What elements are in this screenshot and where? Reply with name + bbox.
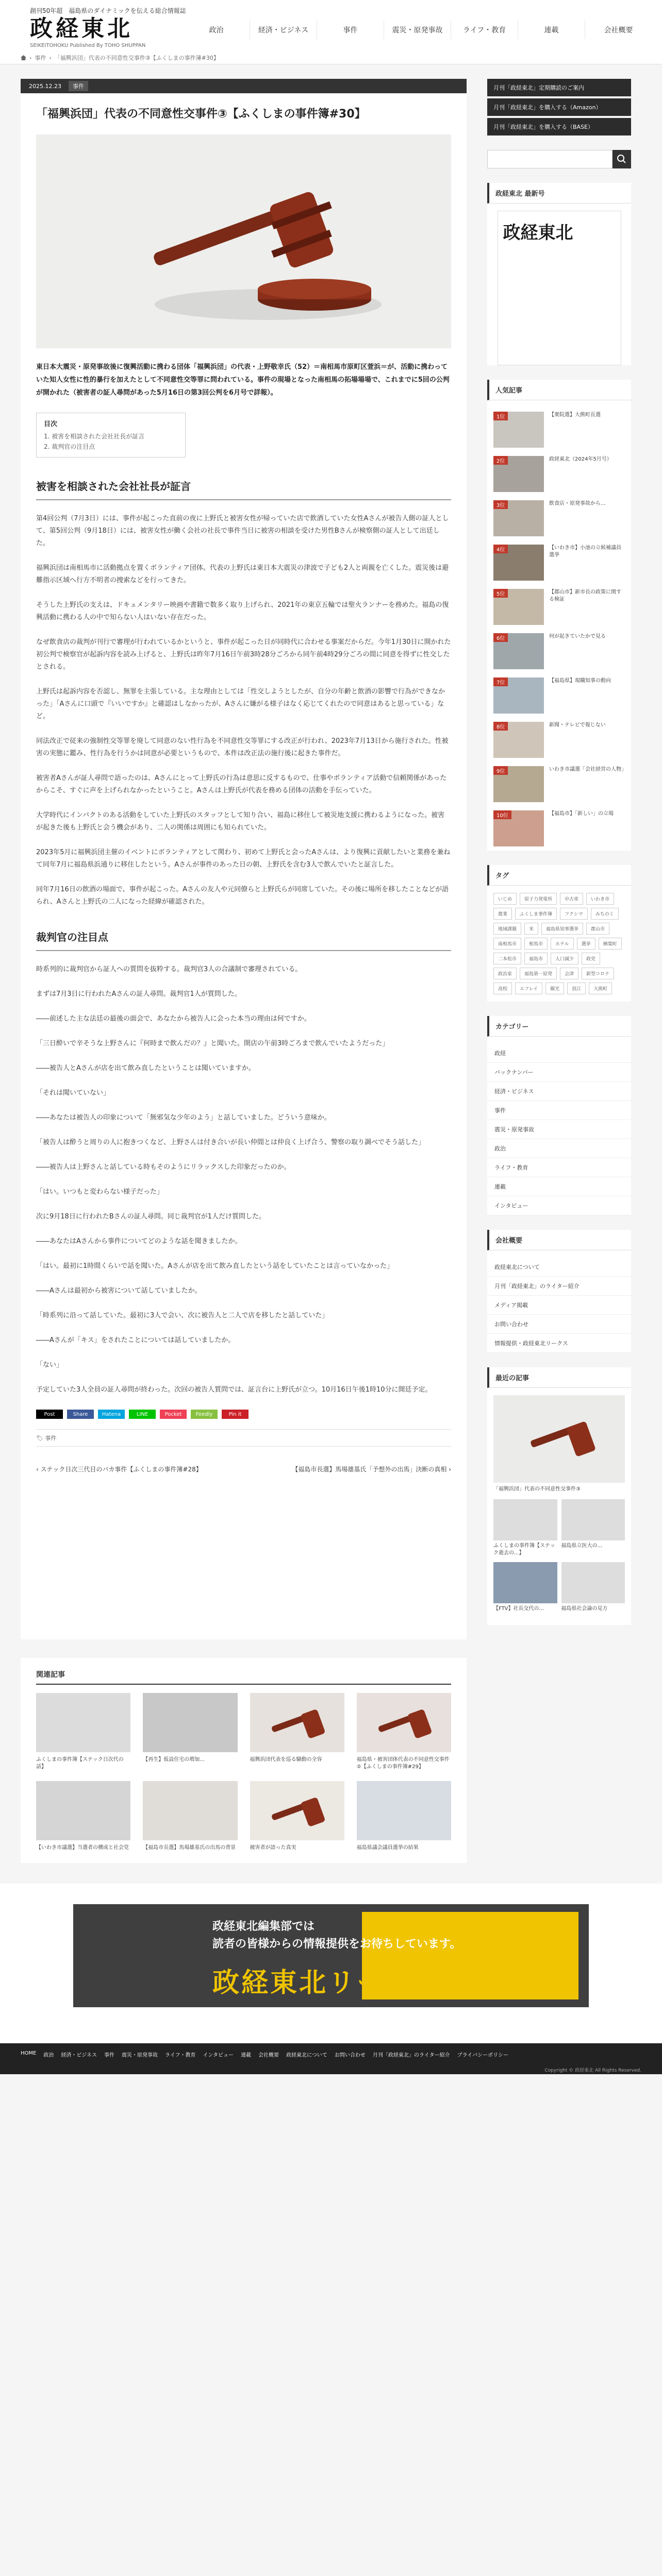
related-title[interactable]: 福島県議会議員選挙の結果 — [356, 1845, 419, 1851]
ranking-item[interactable] — [487, 673, 631, 718]
ranking-badge: 5位 — [493, 589, 508, 598]
article-tags — [36, 1429, 451, 1447]
chevron-left-icon: ‹ — [36, 1466, 41, 1473]
ranking-badge: 10位 — [493, 810, 511, 819]
nav-disaster[interactable]: 震災・原発事故 — [384, 21, 451, 39]
tag-link[interactable]: 福島県知事選挙 — [541, 923, 583, 935]
paragraph: 「ない」 — [36, 1361, 63, 1369]
paragraph: 「はい。いつもと変わらない様子だった」 — [36, 1188, 164, 1196]
category-link[interactable]: ライフ・教育 — [487, 1158, 631, 1177]
related-card[interactable] — [143, 1781, 237, 1852]
company-link[interactable]: 情報提供・政経東北リークス — [487, 1334, 631, 1353]
article-main — [21, 79, 467, 1639]
tag-link[interactable]: 政治家 — [493, 968, 517, 979]
company-link[interactable]: メディア掲載 — [487, 1296, 631, 1315]
widget-heading: 人気記事 — [487, 380, 631, 400]
paragraph: 被害者Aさんが証人尋問で語ったのは、Aさんにとって上野氏の行為は意思に反するもので、仕事やボランティア活動で信頼関係があったからこそ、すぐに声を上げられなかったということ。Aさんは上野氏が代表を務める団体の活動を手伝っていた。 — [36, 774, 447, 794]
footer-link[interactable]: インタビュー — [203, 2053, 234, 2058]
related-title[interactable]: ふくしまの事件簿【ステック日次代の話】 — [36, 1757, 124, 1770]
widget-heading: 最近の記事 — [487, 1367, 631, 1388]
breadcrumb: › 事件 › 「福興浜団」代表の不同意性交事件③【ふくしまの事件簿#30】 — [21, 54, 219, 62]
tag-link[interactable]: 人口減少 — [551, 953, 578, 964]
recent-thumbnail[interactable] — [561, 1499, 625, 1540]
ranking-title[interactable]: 【郡山市】新市長の政策に関する検証 — [549, 589, 621, 602]
paragraph: 2023年5月に福興浜団主催のイベントにボランティアとして関わり、初めて上野氏と会ったAさんは、より復興に貢献したいと業務を兼ねて同年7月に福島県浜通りに移住したという。Aさんが事件のあった日の朝、上野氏を含む3人で飲んでいたと証言した。 — [36, 849, 451, 869]
tag-link[interactable]: 楢葉町 — [599, 938, 622, 950]
tag-link[interactable]: フクシマ — [560, 908, 588, 920]
ranking-title[interactable]: 新聞・テレビで報じない — [549, 722, 606, 728]
article-section — [36, 478, 451, 908]
article-category[interactable]: 事件 — [69, 81, 88, 91]
category-link[interactable]: 震災・原発事故 — [487, 1120, 631, 1139]
ranking-badge: 1位 — [493, 412, 508, 420]
article-section — [36, 929, 451, 1396]
tag-link[interactable]: ふくしま事件簿 — [515, 908, 557, 920]
related-title[interactable]: 福興浜団代表を巡る騒動の全容 — [250, 1757, 322, 1762]
site-footer — [0, 2043, 662, 2074]
ranking-badge: 3位 — [493, 500, 508, 509]
tag-link[interactable]: 観光 — [545, 982, 564, 994]
footer-link[interactable]: プライバシーポリシー — [457, 2053, 509, 2058]
widget-heading: カテゴリー — [487, 1016, 631, 1037]
related-thumbnail[interactable] — [250, 1781, 344, 1840]
recent-title[interactable]: 【FTV】社長交代の... — [493, 1606, 544, 1612]
related-thumbnail[interactable] — [357, 1781, 451, 1840]
paragraph: 次に9月18日に行われたBさんの証人尋問。同じ裁判官が1人だけ質問した。 — [36, 1213, 266, 1221]
paragraph: ――前述した主な法廷の最後の面会で、あなたから被告人に会った本当の理由は何ですか。 — [36, 1015, 311, 1023]
banner-title: 政経東北リークス — [212, 1968, 443, 1998]
next-article-link[interactable]: 【福島市長選】馬場雄基氏「予想外の出馬」決断の真相 › — [292, 1466, 451, 1473]
toc-title: 目次 — [44, 420, 58, 428]
paragraph: なぜ飲食店の裁判が刊行で審理が行われているかというと、事件が起こった日が同時代に合わせる事案だからだ。今年1月30日に開かれた初公判で検察官が起訴内容を読み上げると、上野氏は昨年7月16日午前3時28分ごろから同午前4時29分ごろの間に同意を得ずに性交したとされる。 — [36, 638, 451, 671]
paragraph: ――Aさんは最初から被害について話していましたか。 — [36, 1287, 202, 1295]
widget-heading: 会社概要 — [487, 1230, 631, 1250]
global-nav — [183, 21, 652, 39]
category-link[interactable]: 経済・ビジネス — [487, 1082, 631, 1101]
buy-amazon-button[interactable]: 月刊「政経東北」を購入する（Amazon） — [487, 98, 631, 116]
related-title[interactable]: 福島県・被害団体代表の不同意性交事件②【ふくしまの事件簿#29】 — [356, 1757, 450, 1770]
subscribe-button[interactable]: 月刊「政経東北」定期購読のご案内 — [487, 79, 631, 96]
recent-thumbnail[interactable] — [561, 1562, 625, 1603]
related-title[interactable]: 【再生】仮設住宅の増加... — [143, 1757, 205, 1762]
search-icon — [613, 150, 631, 168]
ranking-title[interactable]: いわき市議選「会社経営の人物」 — [549, 767, 626, 772]
ranking-title[interactable]: 【いわき市】小池の立候補議員選挙 — [549, 545, 621, 558]
related-title[interactable]: 【いわき市議選】当選者の構成と社会党 — [36, 1845, 129, 1851]
recent-title[interactable]: ふくしまの事件簿【ステック逝去の...】 — [493, 1543, 555, 1556]
company-widget — [487, 1230, 631, 1353]
ranking-item[interactable] — [487, 718, 631, 762]
logo-tagline: 創刊50年超 福島県のダイナミックを伝える総合情報誌 — [30, 7, 186, 14]
paragraph: ――被告人とAさんが店を出て飲み直したということは聞いていますか。 — [36, 1064, 255, 1072]
nav-series[interactable]: 連載 — [518, 21, 585, 39]
paragraph: 同年7月16日の飲酒の場面で、事件が起こった。Aさんの友人や元同僚らと上野氏らが同席していた。その後に場所を移したことなどが語られ、Aさんと上野氏の二人になった経緯が確認された。 — [36, 886, 449, 906]
paragraph: 同法改正で従来の強制性交等罪を廃して同意のない性行為を不同意性交等罪にする改正が行われ、2023年7月13日から施行された。性被害の実態に鑑み、性行為を行うかは同意が必要というもので、本件は改正法の施行後に起きた事件だ。 — [36, 737, 449, 757]
category-link[interactable]: 事件 — [487, 1101, 631, 1120]
section-heading: 被害を相談された会社社長が証言 — [36, 478, 451, 500]
ranking-badge: 8位 — [493, 722, 508, 731]
company-link[interactable]: 政経東北について — [487, 1258, 631, 1277]
related-thumbnail[interactable] — [143, 1693, 237, 1752]
ranking-title[interactable]: 【福島県】現職知事の動向 — [549, 678, 611, 684]
ranking-title[interactable]: 何が起きていたかで見る — [549, 634, 606, 639]
tag-link[interactable]: エフレイ — [515, 982, 542, 994]
chevron-right-icon: › — [446, 1466, 451, 1473]
category-link[interactable]: 政経 — [487, 1044, 631, 1063]
related-thumbnail[interactable] — [36, 1693, 130, 1752]
logo-title: 政経東北 — [30, 15, 133, 42]
ranking-item[interactable] — [487, 540, 631, 585]
tag-link[interactable]: いわき市 — [586, 893, 614, 905]
table-of-contents — [36, 413, 186, 457]
ranking-item[interactable] — [487, 585, 631, 629]
ranking-thumbnail[interactable] — [493, 589, 544, 625]
recent-title[interactable]: 福島県立医大の... — [561, 1543, 603, 1549]
ranking-thumbnail[interactable] — [493, 722, 544, 758]
nav-politics[interactable]: 政治 — [209, 26, 224, 35]
ranking-badge: 9位 — [493, 766, 508, 775]
leaks-banner-link[interactable] — [73, 1904, 589, 2007]
nav-incident[interactable]: 事件 — [317, 21, 384, 39]
related-card[interactable] — [357, 1781, 451, 1852]
article-lead: 東日本大震災・原発事故後に復興活動に携わる団体「福興浜団」の代表・上野敬幸氏（52）＝南相馬市原町区萱浜＝が、活動に携わっていた知人女性に性的暴行を加えたとして不同意性交等罪に問われている。事件の現場となった南相馬の拓場場場で、これまでに5回の公判が開かれた（被害者の証人尋問があった5月16日の第3回公判を6月号で詳報）。 — [36, 363, 450, 397]
share-button-post[interactable]: Post — [36, 1410, 63, 1419]
ranking-item[interactable] — [487, 629, 631, 673]
tag-link[interactable]: 地域課題 — [493, 923, 521, 935]
ranking-badge: 7位 — [493, 677, 508, 686]
tag-link[interactable]: 原子力発電所 — [520, 893, 557, 905]
tag-link[interactable]: ホテル — [551, 938, 574, 950]
share-button-pin-it[interactable]: Pin it — [222, 1410, 249, 1419]
ranking-item[interactable] — [487, 408, 631, 452]
hero-image-gavel — [36, 134, 451, 348]
article-title: 「福興浜団」代表の不同意性交事件③【ふくしまの事件簿#30】 — [36, 108, 366, 121]
tag-link[interactable]: 政党 — [582, 953, 600, 964]
related-card[interactable] — [36, 1693, 130, 1771]
copyright: Copyright © 政経東北 All Rights Reserved. — [544, 2068, 641, 2073]
ranking-thumbnail[interactable] — [493, 633, 544, 669]
search-form — [487, 150, 631, 168]
paragraph: ――被告人は上野さんと話している時もそのようにリラックスした印象だったのか。 — [36, 1163, 291, 1171]
ranking-item[interactable] — [487, 496, 631, 540]
logo-subtitle: SEIKEITOHOKU Published By TOHO SHUPPAN — [30, 43, 146, 48]
category-widget — [487, 1016, 631, 1215]
footer-link[interactable]: ライフ・教育 — [165, 2053, 196, 2058]
footer-link[interactable]: 会社概要 — [258, 2053, 279, 2058]
ranking-badge: 2位 — [493, 456, 508, 465]
article-tag[interactable]: 事件 — [45, 1435, 57, 1442]
tag-link[interactable]: いじめ — [493, 893, 517, 905]
recent-thumbnail[interactable] — [493, 1562, 557, 1603]
paragraph: そうした上野氏の支えは、ドキュメンタリー映画や書籍で数多く取り上げられ、2021年の東京五輪では聖火ランナーを務めた。福島の復興活動に携わる人の中で知らない人はいない存在だった。 — [36, 601, 449, 621]
share-button-line[interactable]: LINE — [129, 1410, 156, 1419]
tag-link[interactable]: 南相馬市 — [493, 938, 521, 950]
ranking-title[interactable]: 飲食店・原発事故から... — [549, 501, 606, 506]
tag-link[interactable]: 福島第一原発 — [520, 968, 557, 979]
share-button-share[interactable]: Share — [67, 1410, 94, 1419]
share-button-pocket[interactable]: Pocket — [160, 1410, 187, 1419]
footer-link[interactable]: 経済・ビジネス — [61, 2053, 97, 2058]
company-link[interactable]: お問い合わせ — [487, 1315, 631, 1334]
article-meta — [21, 79, 467, 93]
paragraph: 時系列的に裁判官から証人への質問を抜粋する。裁判官3人の合議制で審理されている。 — [36, 965, 302, 973]
paragraph: 「それは聞いていない」 — [36, 1089, 110, 1097]
share-buttons — [36, 1410, 451, 1419]
category-link[interactable]: 連載 — [487, 1177, 631, 1196]
recent-title[interactable]: 「福興浜団」代表の不同意性交事件③ — [493, 1486, 581, 1492]
paragraph: 上野氏は起訴内容を否認し、無罪を主張している。主な理由としては「性交しようとしたが、自分の年齢と飲酒の影響で行為ができなかった」「Aさんに口頭で『いいですか』と確認はしなかったが、Aさんに嫌がる様子はなく応じてくれたので同意はあると思っている」など。 — [36, 688, 445, 720]
ranking-title[interactable]: 政経東北（2024年5月号） — [549, 456, 612, 462]
category-link[interactable]: インタビュー — [487, 1196, 631, 1215]
paragraph: 予定していた3人全員の証人尋問が終わった。次回の被告人質問では、証言台に上野氏が立つ。10月16日午後1時10分に開廷予定。 — [36, 1386, 432, 1394]
prev-article-link[interactable]: ‹ ステック日次三代目のバカ事件【ふくしまの事件簿#28】 — [36, 1466, 202, 1473]
related-thumbnail[interactable] — [143, 1781, 237, 1840]
ranking-thumbnail[interactable] — [493, 412, 544, 448]
tag-link[interactable]: みちのく — [591, 908, 619, 920]
paragraph: 「時系列に沿って話していた。最初に3人で会い、次に被告人と二人で店を移したと話していた」 — [36, 1312, 329, 1319]
sidebar — [487, 79, 631, 1639]
breadcrumb-category[interactable]: 事件 — [35, 55, 46, 61]
footer-link[interactable]: HOME — [21, 2050, 37, 2056]
footer-link[interactable]: お問い合わせ — [334, 2053, 366, 2058]
paragraph: 大学時代にインパクトのある活動をしていた上野氏のスタッフとして知り合い、福島に移住して被災地支援に携わるようになった。被害が起きた後も上野氏と会う機会があり、二人の関係は周囲にも知られていた。 — [36, 811, 445, 832]
widget-heading: タグ — [487, 865, 631, 886]
footer-links — [21, 2050, 641, 2058]
related-thumbnail[interactable] — [250, 1693, 344, 1752]
tag-link[interactable]: 二本松市 — [493, 953, 521, 964]
ranking-item[interactable] — [487, 452, 631, 496]
search-input[interactable] — [487, 150, 613, 168]
paragraph: ――Aさんが「キス」をされたことについては話していましたか。 — [36, 1336, 235, 1344]
tag-widget — [487, 865, 631, 1002]
leaks-banner — [0, 1884, 662, 2043]
site-header — [0, 0, 662, 64]
paragraph: 「はい。最初に1時間くらいで話を聞いた。Aさんが店を出て飲み直したという話をしていたことは言っていなかった」 — [36, 1262, 394, 1270]
related-card[interactable] — [250, 1693, 344, 1771]
paragraph: 「三日酔いで辛そうな上野さんに『何時まで飲んだの？』と聞いた。開店の午前3時ごろまで飲んでいたようだった」 — [36, 1040, 389, 1047]
share-button-feedly[interactable]: Feedly — [191, 1410, 218, 1419]
ranking-thumbnail[interactable] — [493, 766, 544, 802]
footer-link[interactable]: 連載 — [241, 2053, 252, 2058]
related-title[interactable]: 【福島市長選】馬場雄基氏の出馬の背景 — [143, 1845, 236, 1851]
footer-link[interactable]: 政治 — [43, 2053, 54, 2058]
recent-thumbnail[interactable] — [493, 1395, 625, 1483]
tag-link[interactable]: 郡山市 — [586, 923, 609, 935]
footer-link[interactable]: 月刊「政経東北」のライター紹介 — [372, 2053, 450, 2058]
widget-heading: 政経東北 最新号 — [487, 183, 631, 204]
ranking-item[interactable] — [487, 762, 631, 806]
tag-cloud — [487, 893, 631, 1002]
related-card[interactable] — [143, 1693, 237, 1771]
related-title[interactable]: 被害者が語った真実 — [250, 1845, 296, 1851]
footer-link[interactable]: 政経東北について — [286, 2053, 327, 2058]
company-link[interactable]: 月刊「政経東北」のライター紹介 — [487, 1277, 631, 1296]
nav-economy[interactable]: 経済・ビジネス — [250, 21, 317, 39]
recent-thumbnail[interactable] — [493, 1499, 557, 1540]
search-button[interactable] — [613, 150, 631, 168]
tag-icon: 🏷 — [36, 1435, 45, 1442]
share-button-hatena[interactable]: Hatena — [98, 1410, 125, 1419]
related-card[interactable] — [250, 1781, 344, 1852]
paragraph: まずは7月3日に行われたAさんの証人尋問。裁判官1人が質問した。 — [36, 990, 241, 998]
breadcrumb-current: 「福興浜団」代表の不同意性交事件③【ふくしまの事件簿#30】 — [54, 55, 219, 61]
ranking-badge: 6位 — [493, 633, 508, 642]
article-date: 2025.12.23 — [29, 82, 61, 90]
ranking-thumbnail[interactable] — [493, 545, 544, 581]
magazine-cover[interactable]: 政経東北 — [498, 211, 621, 365]
related-heading: 関連記事 — [36, 1669, 451, 1685]
ranking-title[interactable]: 【福島市】「新しい」の立場 — [549, 811, 614, 817]
category-link[interactable]: バックナンバー — [487, 1063, 631, 1082]
ranking-thumbnail[interactable] — [493, 456, 544, 492]
related-card[interactable] — [357, 1693, 451, 1771]
ranking-badge: 4位 — [493, 545, 508, 553]
tag-link[interactable]: 選挙 — [577, 938, 595, 950]
ranking-title[interactable]: 【衆院選】大熊町長選 — [549, 412, 601, 418]
paragraph: 「被告人は酔うと周りの人に抱きつくなど、上野さんは付き合いが長い仲間とは仲良く上げ合う、警察の取り調べでそう話した」 — [36, 1139, 425, 1146]
paragraph: ――あなたは被告人の印象について「無邪気な少年のよう」と話していました。どういう意味か。 — [36, 1114, 331, 1122]
tag-link[interactable]: 新型コロナ — [582, 968, 614, 979]
paragraph: 福興浜団は南相馬市に活動拠点を置くボランティア団体。代表の上野氏は東日本大震災の津波で子ども2人と両親を亡くした。震災後は避難指示区域へ行方不明者の捜索などを行ってきた。 — [36, 564, 449, 584]
tag-link[interactable]: 大熊町 — [589, 982, 612, 994]
tag-link[interactable]: 会津 — [560, 968, 578, 979]
section-heading: 裁判官の注目点 — [36, 929, 451, 951]
toc-item[interactable]: 1. 被害を相談された会社社長が証言 — [44, 433, 145, 440]
home-icon[interactable] — [21, 55, 26, 60]
recent-widget — [487, 1367, 631, 1625]
ranking-thumbnail[interactable] — [493, 500, 544, 536]
latest-issue-widget — [487, 183, 631, 365]
nav-life[interactable]: ライフ・教育 — [451, 21, 518, 39]
nav-company[interactable]: 会社概要 — [585, 21, 652, 39]
tag-link[interactable]: 中古車 — [560, 893, 583, 905]
ranking-widget — [487, 380, 631, 851]
tag-link[interactable]: 相馬市 — [524, 938, 548, 950]
category-link[interactable]: 政治 — [487, 1139, 631, 1158]
banner-line1: 政経東北編集部では — [212, 1920, 315, 1933]
related-card[interactable] — [36, 1781, 130, 1852]
banner-line2: 読者の皆様からの情報提供をお待ちしています。 — [212, 1938, 461, 1951]
prev-next-nav — [36, 1464, 451, 1475]
related-thumbnail[interactable] — [357, 1693, 451, 1752]
footer-link[interactable]: 事件 — [104, 2053, 115, 2058]
tag-link[interactable]: 高校 — [493, 982, 512, 994]
buy-base-button[interactable]: 月刊「政経東北」を購入する（BASE） — [487, 118, 631, 135]
related-thumbnail[interactable] — [36, 1781, 130, 1840]
tag-link[interactable]: 福島市 — [524, 953, 548, 964]
tag-link[interactable]: 農業 — [493, 908, 512, 920]
toc-item[interactable]: 2. 裁判官の注目点 — [44, 443, 95, 450]
site-logo[interactable] — [30, 6, 186, 48]
footer-link[interactable]: 震災・原発事故 — [122, 2053, 158, 2058]
tag-link[interactable]: 米 — [524, 923, 538, 935]
ranking-thumbnail[interactable] — [493, 677, 544, 714]
tag-link[interactable]: 浪江 — [567, 982, 586, 994]
recent-title[interactable]: 福島県社会論の見方 — [561, 1606, 608, 1612]
related-articles — [21, 1658, 467, 1863]
ranking-thumbnail[interactable] — [493, 810, 544, 846]
paragraph: ――あなたはAさんから事件についてどのような話を聞きましたか。 — [36, 1238, 242, 1245]
ranking-item[interactable] — [487, 806, 631, 851]
paragraph: 第4回公判（7月3日）には、事件が起こった直前の夜に上野氏と被害女性が帰っていた店で飲酒していた女性Aさんが被告人側の証人として、第5回公判（9月18日）には、被害女性が働く会社の社長で事件当日に被害の相談を受けた男性Bさんが検察側の証人として出廷した。 — [36, 515, 449, 547]
